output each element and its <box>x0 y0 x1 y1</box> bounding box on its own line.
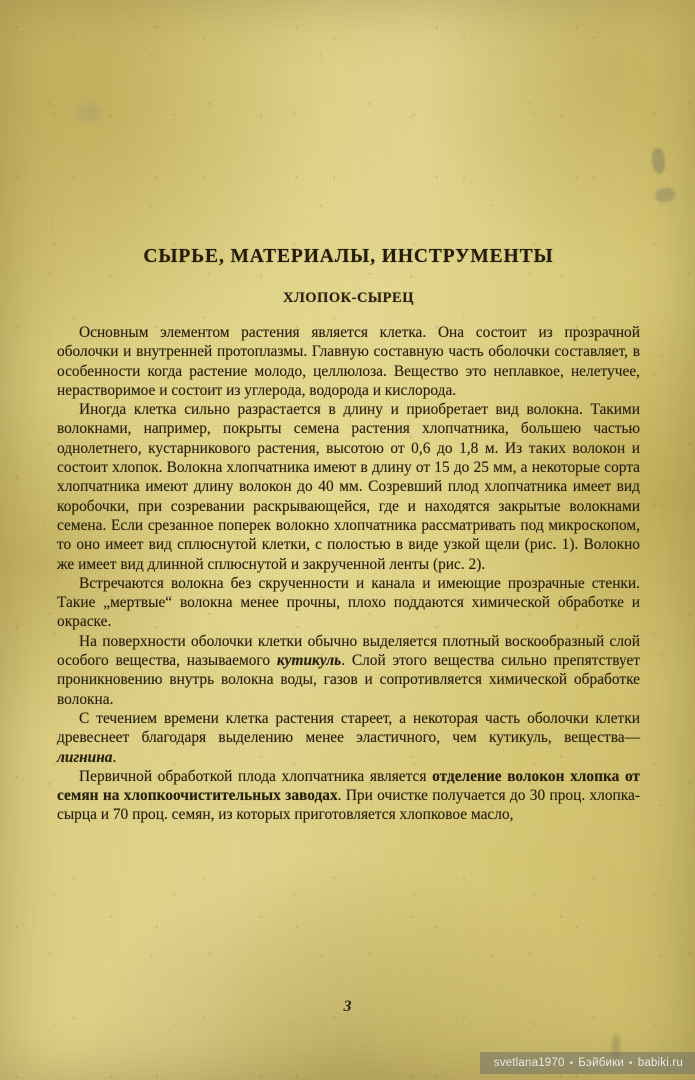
page-number: 3 <box>343 998 352 1015</box>
paragraph-text: На поверхности оболочки клетки обычно выделяется плотный воскообразный слой особого вещества, называемого <box>57 632 640 670</box>
paragraph-text: . При очистке получается до 30 проц. хлопка-сырца и 70 проц. семян, из которых приготовляется хлопковое масло, <box>57 787 640 824</box>
emphasis-lignin: лигнина <box>57 748 113 766</box>
paragraph <box>57 632 640 709</box>
watermark-domain: babiki.ru <box>637 1057 683 1069</box>
paragraph-text: Первичной обработкой плода хлопчатника является <box>79 767 433 785</box>
paragraph <box>57 767 640 825</box>
section-title: СЫРЬЕ, МАТЕРИАЛЫ, ИНСТРУМЕНТЫ <box>143 246 554 267</box>
paper-stain <box>655 188 675 202</box>
paragraph-text: С течением времени клетка растения стареет, а некоторая часть оболочки клетки древеснеет благодаря выделению менее эластичного, чем кутикуль, вещества— <box>57 709 640 747</box>
paper-stain <box>652 148 665 174</box>
emphasis-ginning: отделение волокон хлопка от семян на хлопкоочистительных заводах <box>57 767 640 805</box>
paper-stain <box>76 104 102 122</box>
watermark-site-name: Бэйбики <box>578 1057 625 1069</box>
paragraph <box>57 709 640 767</box>
text-column <box>57 246 640 825</box>
paragraph: Встречаются волокна без скрученности и канала и имеющие прозрачные стенки. Такие „мертвые“ волокна менее прочны, плохо поддаются химической обработке и окраске. <box>57 574 640 631</box>
bullet-icon: • <box>569 1057 574 1069</box>
bullet-icon: • <box>629 1057 633 1069</box>
paragraph: Иногда клетка сильно разрастается в длину и приобретает вид волокна. Такими волокнами, например, покрыты семена растения хлопчатника, большею частью однолетнего, кустарникового растения, высотою от 0,6 до 1,8 м. Из таких волокон и состоит хлопок. Волокна хлопчатника имеют в длину от 15 до 25 мм, а некоторые сорта хлопчатника имеют длину волокон до 40 мм. Созревший плод хлопчатника имеет вид коробочки, при созревании раскрывающейся, где и находятся закрытые волокнами семена. Если срезанное поперек волокно хлопчатника рассматривать под микроскопом, то оно имеет вид сплюснутой клетки, с полостью в виде узкой щели (рис. 1). Волокно же имеет вид длинной сплюснутой и закрученной ленты (рис. 2). <box>57 401 640 573</box>
paragraph-text: . Слой этого вещества сильно препятствует проникновению внутрь волокна воды, газов и сопротивляется химической обработке волокна. <box>57 652 640 708</box>
emphasis-kutikul: кутикуль <box>276 652 342 670</box>
paragraph-text: . <box>112 748 117 766</box>
paragraph: Основным элементом растения является клетка. Она состоит из прозрачной оболочки и внутренней протоплазмы. Главную составную часть оболочки составляет, в особенности когда растение молодо, целлюлоза. Вещество это неплавкое, нелетучее, нерастворимое и состоит из углерода, водорода и кислорода. <box>57 324 640 399</box>
subsection-title: ХЛОПОК-СЫРЕЦ <box>283 290 414 306</box>
watermark <box>480 1052 695 1074</box>
watermark-user: svetlana1970 <box>493 1057 565 1069</box>
